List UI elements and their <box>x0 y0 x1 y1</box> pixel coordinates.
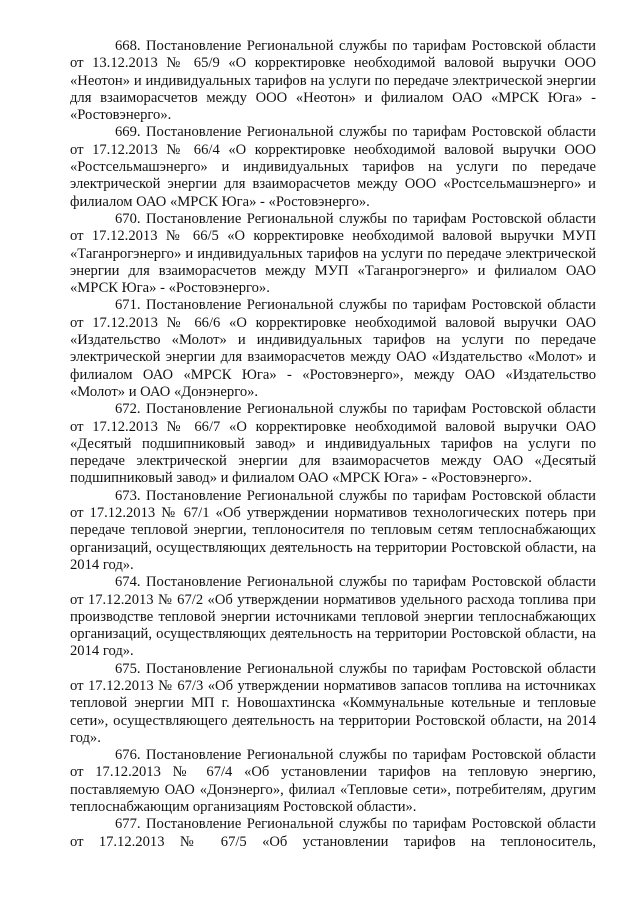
list-item: 670. Постановление Региональной службы по тарифам Ростовской области от 17.12.2013 № 66/5 «О корректировке необходимой валовой выручки МУП «Таганрогэнерго» и индивидуальных тарифов на услуги по передаче электрической энергии для взаиморасчетов между МУП «Таганрогэнерго» и филиалом ОАО «МРСК Юга» - «Ростовэнерго». <box>70 210 596 297</box>
list-item: 675. Постановление Региональной службы по тарифам Ростовской области от 17.12.2013 № 67/3 «Об утверждении нормативов запасов топлива на источниках тепловой энергии МП г. Новошахтинска «Коммунальные котельные и тепловые сети», осуществляющего деятельность на территории Ростовской области, на 2014 год». <box>70 660 596 746</box>
list-item: 673. Постановление Региональной службы по тарифам Ростовской области от 17.12.2013 № 67/1 «Об утверждении нормативов технологических потерь при передаче тепловой энергии, теплоносителя по тепловым сетям теплоснабжающих организаций, осуществляющих деятельность на территории Ростовской области, на 2014 год». <box>70 487 596 573</box>
list-item: 674. Постановление Региональной службы по тарифам Ростовской области от 17.12.2013 № 67/2 «Об утверждении нормативов удельного расхода топлива при производстве тепловой энергии источниками тепловой энергии теплоснабжающих организаций, осуществляющих деятельность на территории Ростовской области, на 2014 год». <box>70 574 596 660</box>
list-item: 677. Постановление Региональной службы по тарифам Ростовской области от 17.12.2013 № 67/5 «Об установлении тарифов на теплоноситель, <box>70 816 596 850</box>
list-item: 668. Постановление Региональной службы по тарифам Ростовской области от 13.12.2013 № 65/9 «О корректировке необходимой валовой выручки ООО «Неотон» и индивидуальных тарифов на услуги по передаче электрической энергии для взаиморасчетов между ООО «Неотон» и филиалом ОАО «МРСК Юга» - «Ростовэнерго». <box>70 38 596 124</box>
list-item: 669. Постановление Региональной службы по тарифам Ростовской области от 17.12.2013 № 66/4 «О корректировке необходимой валовой выручки ООО «Ростсельмашэнерго» и индивидуальных тарифов на услуги по передаче электрической энергии для взаиморасчетов между ООО «Ростсельмашэнерго» и филиалом ОАО «МРСК Юга» - «Ростовэнерго». <box>70 124 596 210</box>
document-page <box>70 38 596 851</box>
list-item: 671. Постановление Региональной службы по тарифам Ростовской области от 17.12.2013 № 66/6 «О корректировке необходимой валовой выручки ОАО «Издательство «Молот» и индивидуальных тарифов на услуги по передаче электрической энергии для взаиморасчетов между ОАО «Издательство «Молот» и филиалом ОАО «МРСК Юга» - «Ростовэнерго», между ОАО «Издательство «Молот» и ОАО «Донэнерго». <box>70 297 596 400</box>
list-item: 672. Постановление Региональной службы по тарифам Ростовской области от 17.12.2013 № 66/7 «О корректировке необходимой валовой выручки ОАО «Десятый подшипниковый завод» и индивидуальных тарифов на услуги по передаче электрической энергии для взаиморасчетов между ОАО «Десятый подшипниковый завод» и филиалом ОАО «МРСК Юга» - «Ростовэнерго». <box>70 401 596 487</box>
list-item: 676. Постановление Региональной службы по тарифам Ростовской области от 17.12.2013 № 67/4 «Об установлении тарифов на тепловую энергию, поставляемую ОАО «Донэнерго», филиал «Тепловые сети», потребителям, другим теплоснабжающим организациям Ростовской области». <box>70 747 596 816</box>
